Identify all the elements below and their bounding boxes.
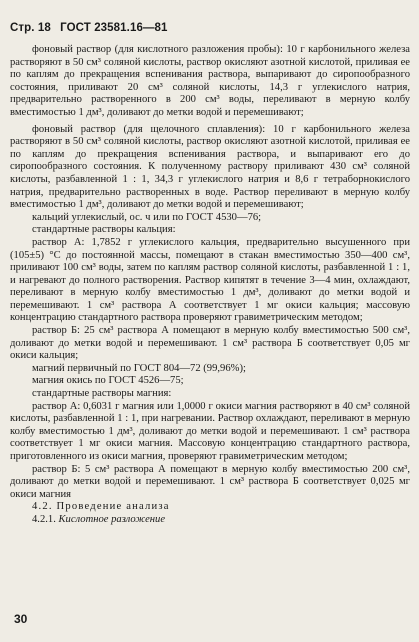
page-header (10, 22, 168, 34)
paragraph-magnesium-primary: магний первичный по ГОСТ 804—72 (99,96%); (32, 362, 246, 374)
page-prefix: Стр. 18 (10, 22, 51, 34)
section-heading-4-2 (10, 501, 410, 514)
paragraph-calcium-solution-b: раствор Б: 25 см³ раствора А помещают в мерную колбу вместимостью 500 см³, доливают до метки водой и перемешивают. 1 см³ раствора Б соответствует 0,05 мг окиси кальция; (10, 325, 410, 362)
section-heading-4-2-1 (10, 514, 410, 527)
document-body (10, 44, 410, 527)
paragraph-background-acid: фоновый раствор (для кислотного разложения пробы): 10 г карбонильного железа растворяют в 50 см³ соляной кислоты, раствор окисляют азотной кислотой, приливая ее по каплям до прекращения вспенивания раствора, выпаривают до сиропообразного состояния, приливают 20 см³ соляной кислоты, 14,3 г углекислого натрия, предварительно растворенного в 200 см³ воды, переливают в мерную колбу вместимостью 1 дм³, доливают до метки водой и перемешивают; (10, 44, 410, 118)
section-4-2-text: 4.2. Проведение анализа (32, 501, 170, 513)
paragraph-calcium-carbonate: кальций углекислый, ос. ч или по ГОСТ 4530—76; (32, 211, 262, 223)
paragraph-calcium-solution-a: раствор А: 1,7852 г углекислого кальция, предварительно высушенного при (105±5) °С до постоянной массы, помещают в стакан вместимостью 350—400 см³, приливают 100 см³ воды, затем по каплям раствор соляной кислоты, разбавленной 1 : 1, и нагревают до полного растворения. Раствор кипятят в течение 3—4 мин, охлаждают, переливают в мерную колбу вместимостью 1 дм³, доливают до метки водой и перемешивают. 1 см³ раствора А соответствует 1 мг окиси кальция; массовую концентрацию стандартного раствора проверяют гравиметрическим методом; (10, 236, 410, 324)
section-4-2-1-number: 4.2.1. (32, 513, 56, 525)
paragraph-background-alkali: фоновый раствор (для щелочного сплавления): 10 г карбонильного железа растворяют в 50 см³ соляной кислоты, раствор окисляют азотной кислотой, приливая ее по каплям до прекращения вспенивания раствора, и выпаривают его до сиропообразного состояния. К полученному раствору приливают 430 см³ соляной кислоты, разбавленной 1 : 1, 34,3 г углекислого натрия и 8,6 г тетраборнокислого натрия, предварительно растворенных в воде. Раствор переливают в мерную колбу вместимостью 1 дм³, доливают до метки водой и перемешивают; (10, 123, 410, 211)
paragraph-magnesium-oxide: магния окись по ГОСТ 4526—75; (32, 375, 184, 387)
section-4-2-1-title: Кислотное разложение (58, 513, 166, 525)
page-number: 30 (14, 612, 28, 626)
paragraph-magnesium-solution-a: раствор А: 0,6031 г магния или 1,0000 г окиси магния растворяют в 40 см³ соляной кислоты, разбавленной 1 : 1, при нагревании. Раствор охлаждают, переливают в мерную колбу вместимостью 1 дм³, доливают до метки водой и перемешивают. 1 см³ раствора соответствует 1 мг окиси магния. Массовую концентрацию стандартного раствора, приготовленного из окиси магния, проверяют гравиметрическим методом; (10, 400, 410, 462)
standard-number: ГОСТ 23581.16—81 (60, 22, 168, 34)
paragraph-magnesium-standards-heading: стандартные растворы магния: (32, 388, 172, 400)
paragraph-calcium-standards-heading: стандартные растворы кальция: (32, 224, 176, 236)
paragraph-magnesium-solution-b: раствор Б: 5 см³ раствора А помещают в мерную колбу вместимостью 200 см³, доливают до метки водой и перемешивают. 1 см³ раствора Б соответствует 0,025 мг окиси магния (10, 463, 410, 500)
